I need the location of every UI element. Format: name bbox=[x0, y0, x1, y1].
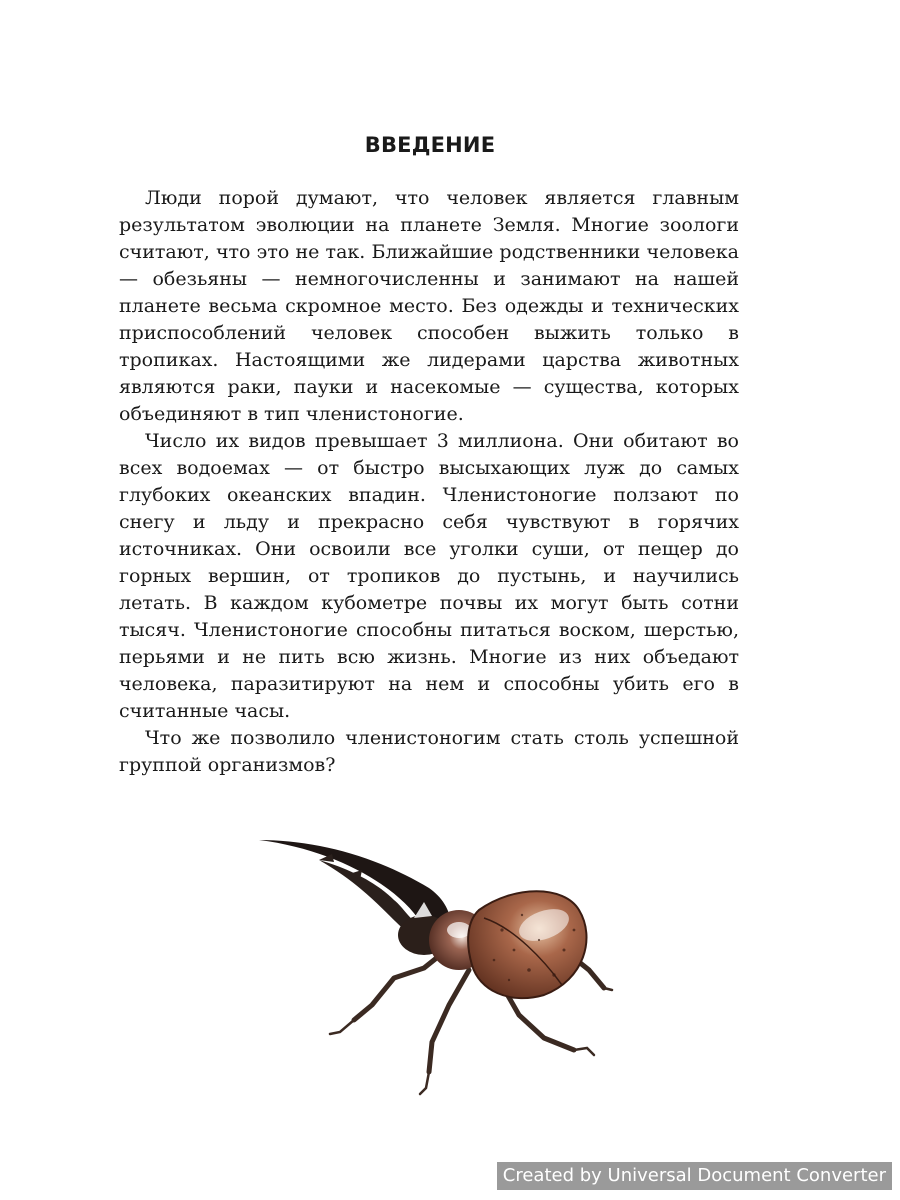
paragraph: Люди порой думают, что человек является главным результатом эволюции на планете Земля. Многие зоологи считают, что это не так. Ближайшие родственники человека — обезьяны — немногочисленны и занимают на нашей планете весьма скромное место. Без одежды и технических приспособлений человек способен выжить только в тропиках. Настоящими же лидерами царства животных являются раки, пауки и насекомые — существа, которых объединяют в тип членистоногие. bbox=[119, 187, 739, 425]
paragraph: Что же позволило членистоногим стать столь успешной группой организмов? bbox=[119, 727, 739, 776]
body-text bbox=[119, 185, 739, 779]
watermark: Created by Universal Document Converter bbox=[497, 1162, 892, 1190]
beetle-illustration bbox=[244, 810, 644, 1110]
paragraph: Число их видов превышает 3 миллиона. Они обитают во всех водоемах — от быстро высыхающих луж до самых глубоких океанских впадин. Членистоногие ползают по снегу и льду и прекрасно себя чувствуют в горячих источниках. Они освоили все уголки суши, от пещер до горных вершин, от тропиков до пустынь, и научились летать. В каждом кубометре почвы их могут быть сотни тысяч. Членистоногие способны питаться воском, шерстью, перьями и не пить всю жизнь. Многие из них объедают человека, паразитируют на нем и способны убить его в считанные часы. bbox=[119, 430, 739, 722]
page-title: ВВЕДЕНИЕ bbox=[364, 133, 496, 157]
